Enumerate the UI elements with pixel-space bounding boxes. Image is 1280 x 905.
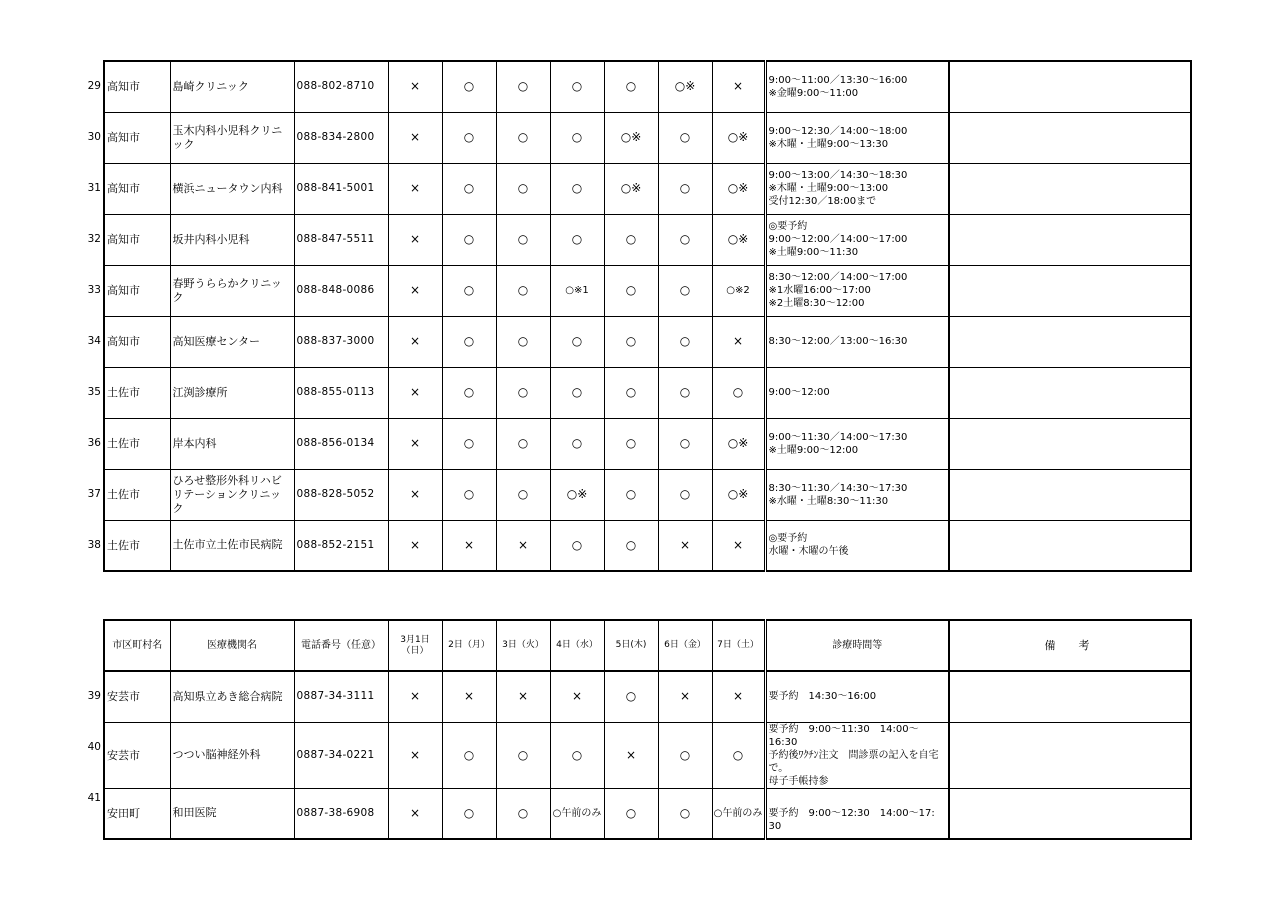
day-availability-cell: ○ (496, 418, 550, 469)
hours-cell (765, 163, 949, 214)
day-availability-cell: ○ (658, 112, 712, 163)
table-row (104, 722, 1191, 788)
header-day-3: 3日（火） (496, 620, 550, 671)
day-availability-cell: ○ (496, 316, 550, 367)
table-row (104, 469, 1191, 520)
table-row (104, 112, 1191, 163)
city-cell: 高知市 (104, 265, 170, 316)
hours-line: 9:00～11:30／14:00～17:30 (768, 431, 908, 443)
day-availability-cell: × (658, 520, 712, 571)
hours-line: ※2土曜8:30～12:00 (768, 298, 865, 309)
facility-name-cell: 島崎クリニック (170, 61, 294, 112)
table-row (104, 61, 1191, 112)
day-availability-cell: ○ (604, 520, 658, 571)
city-cell: 高知市 (104, 214, 170, 265)
day-availability-cell: × (388, 265, 442, 316)
hours-line: 8:30～11:30／14:30～17:30 (768, 482, 908, 494)
phone-cell: 088-848-0086 (294, 265, 388, 316)
phone-cell: 088-802-8710 (294, 61, 388, 112)
day-availability-cell: ○ (496, 469, 550, 520)
hours-line: 受付12:30／18:00まで (768, 196, 877, 207)
facility-name-cell: 春野うららかクリニック (170, 265, 294, 316)
day-availability-cell: × (442, 520, 496, 571)
day-availability-cell: ○ (496, 163, 550, 214)
hours-cell (765, 112, 949, 163)
day-availability-cell: ○ (712, 722, 765, 788)
day-availability-cell: ○ (604, 469, 658, 520)
facility-name-cell: 土佐市立土佐市民病院 (170, 520, 294, 571)
header-day-6: 6日（金） (658, 620, 712, 671)
day-availability-cell: × (388, 112, 442, 163)
phone-cell: 088-855-0113 (294, 367, 388, 418)
hours-cell (765, 520, 949, 571)
day-availability-cell: ○※ (550, 469, 604, 520)
header-day-5: 5日(木) (604, 620, 658, 671)
day-availability-cell: ○ (658, 722, 712, 788)
hours-line: ※土曜9:00～12:00 (768, 444, 859, 456)
day-availability-cell: ○ (604, 316, 658, 367)
day-availability-cell: ○ (442, 418, 496, 469)
hours-line: 8:30～12:00／13:00～16:30 (768, 336, 908, 347)
day-availability-cell: ○ (604, 367, 658, 418)
phone-cell: 088-834-2800 (294, 112, 388, 163)
notes-cell (949, 316, 1191, 367)
day-availability-cell: ○ (442, 214, 496, 265)
day-availability-cell: ○ (550, 722, 604, 788)
day-availability-cell: ○ (550, 520, 604, 571)
day-availability-cell: ○ (550, 163, 604, 214)
notes-cell (949, 722, 1191, 788)
day-availability-cell: ○ (442, 316, 496, 367)
day-availability-cell: × (604, 722, 658, 788)
phone-cell: 088-852-2151 (294, 520, 388, 571)
notes-cell (949, 163, 1191, 214)
day-availability-cell: × (388, 214, 442, 265)
day-availability-cell: ○ (442, 469, 496, 520)
day-availability-cell: × (550, 671, 604, 722)
header-row (104, 620, 1191, 671)
table-row (104, 214, 1191, 265)
day-availability-cell: ○ (496, 722, 550, 788)
hours-line: 予約後ﾜｸﾁﾝ注文 問診票の記入を自宅で。 (768, 749, 939, 774)
facility-name-cell: 横浜ニュータウン内科 (170, 163, 294, 214)
day-availability-cell: ○※ (604, 112, 658, 163)
table-row (104, 265, 1191, 316)
day-availability-cell: × (388, 163, 442, 214)
notes-cell (949, 214, 1191, 265)
row-number: 40 (87, 740, 101, 753)
notes-cell (949, 520, 1191, 571)
header-hours: 診療時間等 (765, 620, 949, 671)
day-availability-cell: × (496, 671, 550, 722)
day-availability-cell: × (388, 520, 442, 571)
notes-cell (949, 788, 1191, 839)
day-availability-cell: ○ (658, 367, 712, 418)
day-availability-cell: ○ (712, 367, 765, 418)
hours-cell (765, 214, 949, 265)
hours-line: 要予約 9:00～11:30 14:00～16:30 (768, 723, 919, 748)
hours-line: ◎要予約 (768, 533, 808, 545)
row-number: 38 (87, 538, 101, 551)
hours-line: ◎要予約 (768, 221, 808, 232)
notes-cell (949, 469, 1191, 520)
day-availability-cell: ○ (604, 61, 658, 112)
row-number: 29 (87, 79, 101, 92)
day-availability-cell: ○ (496, 788, 550, 839)
city-cell: 安芸市 (104, 671, 170, 722)
table-row (104, 163, 1191, 214)
header-day-7: 7日（土） (712, 620, 765, 671)
phone-cell: 088-828-5052 (294, 469, 388, 520)
hours-cell (765, 61, 949, 112)
hours-line: 8:30～12:00／14:00～17:00 (768, 272, 908, 283)
row-number: 41 (87, 791, 101, 804)
day-availability-cell: ○ (658, 163, 712, 214)
facility-name-cell: 玉木内科小児科クリニック (170, 112, 294, 163)
notes-cell (949, 265, 1191, 316)
day-availability-cell: ○ (442, 163, 496, 214)
hours-line: ※木曜・土曜9:00～13:00 (768, 183, 889, 194)
table-row (104, 418, 1191, 469)
day-availability-cell: ○※ (712, 214, 765, 265)
phone-cell: 088-841-5001 (294, 163, 388, 214)
day-availability-cell: × (712, 316, 765, 367)
row-number: 35 (87, 385, 101, 398)
phone-cell: 0887-34-3111 (294, 671, 388, 722)
day-availability-cell: ○※ (712, 163, 765, 214)
header-tel: 電話番号（任意） (294, 620, 388, 671)
day-availability-cell: × (388, 788, 442, 839)
day-availability-cell: × (388, 61, 442, 112)
header-day-1: 3月1日 （日） (388, 620, 442, 671)
city-cell: 土佐市 (104, 367, 170, 418)
day-availability-cell: ○ (658, 316, 712, 367)
header-city: 市区町村名 (104, 620, 170, 671)
hours-line: 9:00～12:30／14:00～18:00 (768, 125, 908, 137)
hours-cell (765, 265, 949, 316)
hours-line: ※金曜9:00～11:00 (768, 87, 859, 99)
table-row (104, 671, 1191, 722)
day-availability-cell: ○※ (658, 61, 712, 112)
hours-line: 水曜・木曜の午後 (768, 546, 849, 558)
day-availability-cell: ○ (496, 214, 550, 265)
day-availability-cell: × (388, 316, 442, 367)
facility-name-cell: 坂井内科小児科 (170, 214, 294, 265)
day-availability-cell: ○ (604, 671, 658, 722)
day-availability-cell: ○※1 (550, 265, 604, 316)
day-availability-cell: × (388, 367, 442, 418)
hours-cell (765, 367, 949, 418)
day-availability-cell: ○ (550, 367, 604, 418)
hours-line: 母子手帳持参 (768, 775, 829, 787)
header-notes: 備 考 (949, 620, 1191, 671)
city-cell: 高知市 (104, 61, 170, 112)
hours-line: ※木曜・土曜9:00～13:30 (768, 138, 889, 150)
facility-name-cell: つつい脳神経外科 (170, 722, 294, 788)
day-availability-cell: ○ (658, 265, 712, 316)
day-availability-cell: × (388, 671, 442, 722)
table-row (104, 520, 1191, 571)
facility-name-cell: 和田医院 (170, 788, 294, 839)
notes-cell (949, 61, 1191, 112)
city-cell: 安芸市 (104, 722, 170, 788)
notes-cell (949, 112, 1191, 163)
day-availability-cell: × (658, 671, 712, 722)
day-availability-cell: × (442, 671, 496, 722)
day-availability-cell: ○ (658, 214, 712, 265)
row-number: 34 (87, 334, 101, 347)
notes-cell (949, 418, 1191, 469)
day-availability-cell: ○ (442, 265, 496, 316)
day-availability-cell: × (388, 418, 442, 469)
day-availability-cell: ○午前のみ (712, 788, 765, 839)
row-number: 30 (87, 130, 101, 143)
city-cell: 土佐市 (104, 469, 170, 520)
hours-line: 9:00～13:00／14:30～18:30 (768, 170, 908, 181)
day-availability-cell: ○ (604, 265, 658, 316)
hours-cell (765, 316, 949, 367)
table-row (104, 788, 1191, 839)
phone-cell: 0887-34-0221 (294, 722, 388, 788)
day-availability-cell: × (496, 520, 550, 571)
day-availability-cell: ○ (442, 367, 496, 418)
day-availability-cell: ○ (442, 61, 496, 112)
row-number: 33 (87, 283, 101, 296)
hours-line: ※土曜9:00～11:30 (768, 247, 859, 258)
day-availability-cell: ○ (496, 112, 550, 163)
hours-line: ※水曜・土曜8:30～11:30 (768, 495, 889, 507)
day-availability-cell: ○※ (712, 469, 765, 520)
day-availability-cell: ○ (604, 418, 658, 469)
hours-line (769, 794, 947, 807)
day-availability-cell: ○ (496, 367, 550, 418)
row-number: 32 (87, 232, 101, 245)
city-cell: 高知市 (104, 316, 170, 367)
day-availability-cell: ○ (550, 316, 604, 367)
table-row (104, 316, 1191, 367)
city-cell: 安田町 (104, 788, 170, 839)
facility-name-cell: 高知医療センター (170, 316, 294, 367)
hours-line: 9:00～12:00 (768, 387, 830, 398)
day-availability-cell: ○ (496, 265, 550, 316)
city-cell: 土佐市 (104, 520, 170, 571)
facility-name-cell: 江渕診療所 (170, 367, 294, 418)
hours-line: 9:00～11:00／13:30～16:00 (768, 74, 908, 86)
notes-cell (949, 671, 1191, 722)
schedule-table-lower (103, 619, 1192, 840)
day-availability-cell: ○ (550, 112, 604, 163)
hours-line: 要予約 9:00～12:30 14:00～17: (768, 807, 935, 819)
notes-cell (949, 367, 1191, 418)
day-availability-cell: ○ (442, 788, 496, 839)
schedule-table-upper (103, 60, 1192, 572)
day-availability-cell: ○ (604, 788, 658, 839)
hours-line: ※1水曜16:00～17:00 (768, 285, 871, 296)
day-availability-cell: ○ (550, 418, 604, 469)
row-number: 31 (87, 181, 101, 194)
day-availability-cell: ○ (658, 788, 712, 839)
day-availability-cell: ○ (658, 469, 712, 520)
day-availability-cell: ○ (658, 418, 712, 469)
city-cell: 土佐市 (104, 418, 170, 469)
hours-line: 30 (768, 820, 782, 832)
hours-cell (765, 418, 949, 469)
day-availability-cell: × (712, 671, 765, 722)
hours-cell (765, 671, 949, 722)
table-row (104, 367, 1191, 418)
day-availability-cell: × (712, 520, 765, 571)
hours-cell (765, 788, 949, 839)
day-availability-cell: ○ (442, 112, 496, 163)
day-availability-cell: ○ (550, 61, 604, 112)
row-number: 37 (87, 487, 101, 500)
hours-cell (765, 469, 949, 520)
facility-name-cell: 高知県立あき総合病院 (170, 671, 294, 722)
facility-name-cell: ひろせ整形外科リハビリテーションクリニック (170, 469, 294, 520)
day-availability-cell: × (388, 722, 442, 788)
hours-cell (765, 722, 949, 788)
hours-line: 9:00～12:00／14:00～17:00 (768, 234, 908, 245)
city-cell: 高知市 (104, 163, 170, 214)
header-day-2: 2日（月） (442, 620, 496, 671)
phone-cell: 0887-38-6908 (294, 788, 388, 839)
day-availability-cell: ○※ (712, 418, 765, 469)
city-cell: 高知市 (104, 112, 170, 163)
day-availability-cell: ○ (604, 214, 658, 265)
day-availability-cell: ○ (442, 722, 496, 788)
phone-cell: 088-837-3000 (294, 316, 388, 367)
day-availability-cell: ○※ (604, 163, 658, 214)
day-availability-cell: × (712, 61, 765, 112)
header-day-4: 4日（水） (550, 620, 604, 671)
day-availability-cell: ○午前のみ (550, 788, 604, 839)
day-availability-cell: ○※2 (712, 265, 765, 316)
hours-line: 要予約 14:30～16:00 (768, 691, 877, 703)
row-number: 36 (87, 436, 101, 449)
facility-name-cell: 岸本内科 (170, 418, 294, 469)
day-availability-cell: × (388, 469, 442, 520)
header-name: 医療機関名 (170, 620, 294, 671)
day-availability-cell: ○ (550, 214, 604, 265)
phone-cell: 088-847-5511 (294, 214, 388, 265)
day-availability-cell: ○※ (712, 112, 765, 163)
phone-cell: 088-856-0134 (294, 418, 388, 469)
row-number: 39 (87, 689, 101, 702)
day-availability-cell: ○ (496, 61, 550, 112)
